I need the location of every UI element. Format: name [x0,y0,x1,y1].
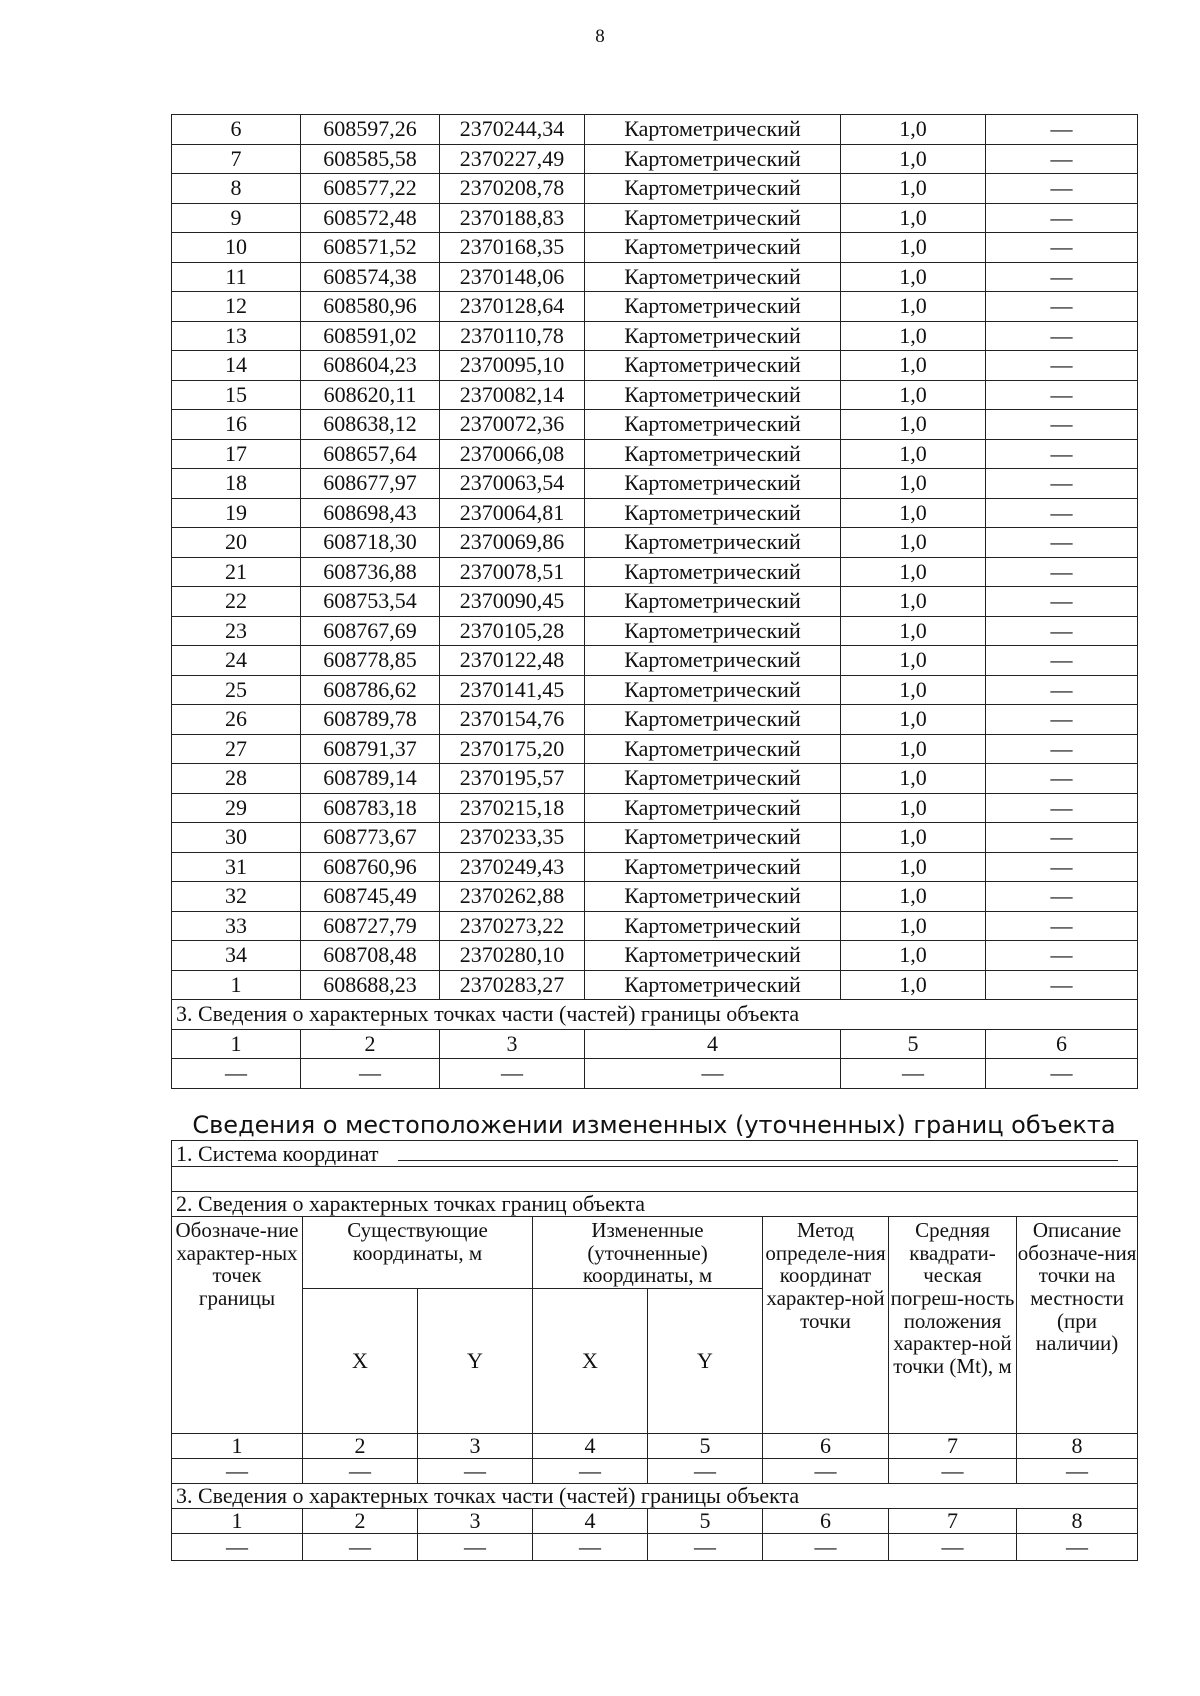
empty-cell: — [585,1059,841,1089]
point-number: 14 [172,351,301,381]
empty-cell: — [889,1534,1017,1561]
y-coordinate: 2370148,06 [440,262,585,292]
x-coordinate: 608727,79 [301,911,440,941]
description-cell: — [986,262,1138,292]
x-coordinate: 608698,43 [301,498,440,528]
y-coordinate: 2370082,14 [440,380,585,410]
accuracy-cell: 1,0 [841,557,986,587]
point-number: 34 [172,941,301,971]
accuracy-cell: 1,0 [841,351,986,381]
y-coordinate: 2370141,45 [440,675,585,705]
method-cell: Картометрический [585,793,841,823]
description-cell: — [986,793,1138,823]
accuracy-cell: 1,0 [841,646,986,676]
y-coordinate: 2370063,54 [440,469,585,499]
accuracy-cell: 1,0 [841,321,986,351]
point-number: 9 [172,203,301,233]
method-cell: Картометрический [585,587,841,617]
header-changed-x: X [533,1289,648,1434]
y-coordinate: 2370090,45 [440,587,585,617]
x-coordinate: 608736,88 [301,557,440,587]
x-coordinate: 608597,26 [301,115,440,145]
method-cell: Картометрический [585,144,841,174]
y-coordinate: 2370188,83 [440,203,585,233]
point-number: 25 [172,675,301,705]
method-cell: Картометрический [585,705,841,735]
description-cell: — [986,882,1138,912]
description-cell: — [986,174,1138,204]
x-coordinate: 608620,11 [301,380,440,410]
empty-cell: — [763,1459,889,1484]
table-row [172,351,1138,381]
y-coordinate: 2370280,10 [440,941,585,971]
empty-cell: — [841,1059,986,1089]
description-cell: — [986,439,1138,469]
col-number: 5 [648,1509,763,1534]
table-row [172,557,1138,587]
part-section-title: 3. Сведения о характерных точках части (частей) границы объекта [172,1000,1138,1030]
empty-cell: — [301,1059,440,1089]
table-row [172,852,1138,882]
description-cell: — [986,469,1138,499]
col-number: 2 [303,1434,418,1459]
description-cell: — [986,233,1138,263]
y-coordinate: 2370154,76 [440,705,585,735]
y-coordinate: 2370233,35 [440,823,585,853]
method-cell: Картометрический [585,174,841,204]
point-number: 17 [172,439,301,469]
point-number: 31 [172,852,301,882]
x-coordinate: 608585,58 [301,144,440,174]
y-coordinate: 2370273,22 [440,911,585,941]
x-coordinate: 608789,14 [301,764,440,794]
table-row [172,321,1138,351]
x-coordinate: 608677,97 [301,469,440,499]
coordinate-system-blank [398,1142,1118,1161]
x-coordinate: 608760,96 [301,852,440,882]
point-number: 18 [172,469,301,499]
x-coordinate: 608708,48 [301,941,440,971]
accuracy-cell: 1,0 [841,793,986,823]
x-coordinate: 608571,52 [301,233,440,263]
y-coordinate: 2370283,27 [440,970,585,1000]
description-cell: — [986,351,1138,381]
col-number: 3 [418,1509,533,1534]
method-cell: Картометрический [585,321,841,351]
table-row [172,675,1138,705]
method-cell: Картометрический [585,410,841,440]
point-number: 6 [172,115,301,145]
y-coordinate: 2370175,20 [440,734,585,764]
point-number: 12 [172,292,301,322]
boundary-points-table [171,114,1138,1089]
y-coordinate: 2370128,64 [440,292,585,322]
y-coordinate: 2370110,78 [440,321,585,351]
y-coordinate: 2370069,86 [440,528,585,558]
header-existing-coordinates: Существующие координаты, м [303,1217,533,1289]
accuracy-cell: 1,0 [841,764,986,794]
empty-cell: — [889,1459,1017,1484]
point-number: 20 [172,528,301,558]
empty-cell: — [418,1459,533,1484]
x-coordinate: 608789,78 [301,705,440,735]
y-coordinate: 2370208,78 [440,174,585,204]
y-coordinate: 2370215,18 [440,793,585,823]
point-number: 8 [172,174,301,204]
description-cell: — [986,292,1138,322]
accuracy-cell: 1,0 [841,852,986,882]
x-coordinate: 608773,67 [301,823,440,853]
point-number: 7 [172,144,301,174]
point-number: 15 [172,380,301,410]
empty-cell: — [418,1534,533,1561]
blank-row [172,1167,1138,1192]
y-coordinate: 2370066,08 [440,439,585,469]
point-number: 27 [172,734,301,764]
part-section-title: 3. Сведения о характерных точках части (частей) границы объекта [172,1484,1138,1509]
method-cell: Картометрический [585,911,841,941]
method-cell: Картометрический [585,970,841,1000]
method-cell: Картометрический [585,292,841,322]
table-row [172,941,1138,971]
empty-cell: — [533,1459,648,1484]
empty-cell-row [172,1534,1138,1561]
x-coordinate: 608783,18 [301,793,440,823]
method-cell: Картометрический [585,852,841,882]
empty-cell: — [1017,1459,1138,1484]
accuracy-cell: 1,0 [841,292,986,322]
table-row [172,705,1138,735]
col-number-row [172,1434,1138,1459]
accuracy-cell: 1,0 [841,203,986,233]
method-cell: Картометрический [585,439,841,469]
accuracy-cell: 1,0 [841,439,986,469]
description-cell: — [986,587,1138,617]
table-row [172,911,1138,941]
table-row [172,498,1138,528]
header-mt: Средняя квадрати-ческая погреш-ность положения характер-ной точки (Mt), м [889,1217,1017,1434]
description-cell: — [986,705,1138,735]
accuracy-cell: 1,0 [841,882,986,912]
point-number: 29 [172,793,301,823]
x-coordinate: 608753,54 [301,587,440,617]
coordinate-system-row [172,1141,1138,1167]
empty-cell: — [763,1534,889,1561]
empty-cell: — [986,1059,1138,1089]
description-cell: — [986,941,1138,971]
accuracy-cell: 1,0 [841,675,986,705]
col-number: 6 [763,1509,889,1534]
empty-cell: — [440,1059,585,1089]
x-coordinate: 608778,85 [301,646,440,676]
header-changed-y: Y [648,1289,763,1434]
table-row [172,970,1138,1000]
description-cell: — [986,852,1138,882]
accuracy-cell: 1,0 [841,587,986,617]
method-cell: Картометрический [585,498,841,528]
method-cell: Картометрический [585,616,841,646]
col-number: 1 [172,1509,303,1534]
description-cell: — [986,410,1138,440]
x-coordinate: 608791,37 [301,734,440,764]
x-coordinate: 608580,96 [301,292,440,322]
empty-cell: — [648,1459,763,1484]
x-coordinate: 608657,64 [301,439,440,469]
header-designation: Обозначе-ние характер-ных точек границы [172,1217,303,1434]
table-row [172,528,1138,558]
description-cell: — [986,646,1138,676]
y-coordinate: 2370227,49 [440,144,585,174]
col-number: 6 [763,1434,889,1459]
y-coordinate: 2370095,10 [440,351,585,381]
description-cell: — [986,498,1138,528]
y-coordinate: 2370064,81 [440,498,585,528]
y-coordinate: 2370249,43 [440,852,585,882]
accuracy-cell: 1,0 [841,734,986,764]
col-number: 2 [301,1029,440,1059]
x-coordinate: 608574,38 [301,262,440,292]
empty-cell: — [1017,1534,1138,1561]
empty-cell: — [648,1534,763,1561]
method-cell: Картометрический [585,528,841,558]
description-cell: — [986,616,1138,646]
y-coordinate: 2370122,48 [440,646,585,676]
method-cell: Картометрический [585,646,841,676]
accuracy-cell: 1,0 [841,911,986,941]
point-number: 10 [172,233,301,263]
description-cell: — [986,734,1138,764]
col-number: 7 [889,1434,1017,1459]
x-coordinate: 608718,30 [301,528,440,558]
table-row [172,144,1138,174]
col-number: 8 [1017,1434,1138,1459]
description-cell: — [986,380,1138,410]
point-number: 16 [172,410,301,440]
method-cell: Картометрический [585,203,841,233]
point-number: 11 [172,262,301,292]
accuracy-cell: 1,0 [841,410,986,440]
col-number: 3 [418,1434,533,1459]
accuracy-cell: 1,0 [841,528,986,558]
table-row [172,174,1138,204]
table-row [172,233,1138,263]
col-number: 5 [841,1029,986,1059]
point-number: 21 [172,557,301,587]
method-cell: Картометрический [585,233,841,263]
empty-cell: — [172,1059,301,1089]
col-number: 2 [303,1509,418,1534]
col-number: 5 [648,1434,763,1459]
accuracy-cell: 1,0 [841,970,986,1000]
table-row [172,262,1138,292]
empty-cell: — [533,1534,648,1561]
point-number: 32 [172,882,301,912]
y-coordinate: 2370262,88 [440,882,585,912]
coordinate-system-label: 1. Система координат [176,1141,379,1166]
table-row [172,793,1138,823]
empty-cell: — [303,1534,418,1561]
col-number: 3 [440,1029,585,1059]
page-number: 8 [595,26,605,47]
table-row [172,823,1138,853]
description-cell: — [986,823,1138,853]
x-coordinate: 608604,23 [301,351,440,381]
table-row [172,115,1138,145]
x-coordinate: 608767,69 [301,616,440,646]
table-row [172,734,1138,764]
empty-cell: — [303,1459,418,1484]
description-cell: — [986,911,1138,941]
method-cell: Картометрический [585,115,841,145]
method-cell: Картометрический [585,823,841,853]
description-cell: — [986,321,1138,351]
y-coordinate: 2370078,51 [440,557,585,587]
table-row [172,616,1138,646]
method-cell: Картометрический [585,351,841,381]
y-coordinate: 2370244,34 [440,115,585,145]
table-row [172,410,1138,440]
table-row [172,203,1138,233]
changed-boundaries-table [171,1140,1138,1561]
point-number: 19 [172,498,301,528]
col-number: 1 [172,1029,301,1059]
method-cell: Картометрический [585,764,841,794]
x-coordinate: 608577,22 [301,174,440,204]
point-number: 28 [172,764,301,794]
table-row [172,587,1138,617]
y-coordinate: 2370168,35 [440,233,585,263]
method-cell: Картометрический [585,675,841,705]
table-row [172,292,1138,322]
method-cell: Картометрический [585,557,841,587]
col-number: 4 [533,1434,648,1459]
empty-cell: — [172,1534,303,1561]
description-cell: — [986,115,1138,145]
method-cell: Картометрический [585,734,841,764]
table-row [172,646,1138,676]
accuracy-cell: 1,0 [841,262,986,292]
col-number-row [172,1509,1138,1534]
description-cell: — [986,970,1138,1000]
col-number: 4 [585,1029,841,1059]
x-coordinate: 608688,23 [301,970,440,1000]
description-cell: — [986,557,1138,587]
accuracy-cell: 1,0 [841,174,986,204]
header-method: Метод определе-ния координат характер-ной точки [763,1217,889,1434]
points-section-title: 2. Сведения о характерных точках границ объекта [172,1192,1138,1217]
x-coordinate: 608572,48 [301,203,440,233]
method-cell: Картометрический [585,262,841,292]
empty-cell: — [172,1459,303,1484]
accuracy-cell: 1,0 [841,823,986,853]
point-number: 1 [172,970,301,1000]
x-coordinate: 608745,49 [301,882,440,912]
point-number: 23 [172,616,301,646]
accuracy-cell: 1,0 [841,498,986,528]
point-number: 24 [172,646,301,676]
accuracy-cell: 1,0 [841,705,986,735]
table-row [172,380,1138,410]
table-row [172,439,1138,469]
y-coordinate: 2370195,57 [440,764,585,794]
accuracy-cell: 1,0 [841,469,986,499]
empty-cell-row [172,1459,1138,1484]
header-changed-coordinates: Измененные (уточненные) координаты, м [533,1217,763,1289]
table-row [172,764,1138,794]
method-cell: Картометрический [585,941,841,971]
point-number: 13 [172,321,301,351]
section-title: Сведения о местоположении измененных (уточненных) границ объекта [192,1111,1116,1139]
point-number: 26 [172,705,301,735]
description-cell: — [986,764,1138,794]
method-cell: Картометрический [585,469,841,499]
accuracy-cell: 1,0 [841,144,986,174]
description-cell: — [986,203,1138,233]
description-cell: — [986,528,1138,558]
x-coordinate: 608786,62 [301,675,440,705]
description-cell: — [986,144,1138,174]
accuracy-cell: 1,0 [841,380,986,410]
point-number: 33 [172,911,301,941]
header-existing-x: X [303,1289,418,1434]
accuracy-cell: 1,0 [841,616,986,646]
table-row [172,882,1138,912]
method-cell: Картометрический [585,380,841,410]
x-coordinate: 608591,02 [301,321,440,351]
point-number: 22 [172,587,301,617]
col-number: 4 [533,1509,648,1534]
accuracy-cell: 1,0 [841,233,986,263]
y-coordinate: 2370072,36 [440,410,585,440]
y-coordinate: 2370105,28 [440,616,585,646]
table-row [172,469,1138,499]
description-cell: — [986,675,1138,705]
col-number: 6 [986,1029,1138,1059]
col-number: 7 [889,1509,1017,1534]
method-cell: Картометрический [585,882,841,912]
point-number: 30 [172,823,301,853]
x-coordinate: 608638,12 [301,410,440,440]
col-number: 1 [172,1434,303,1459]
accuracy-cell: 1,0 [841,941,986,971]
header-existing-y: Y [418,1289,533,1434]
accuracy-cell: 1,0 [841,115,986,145]
col-number: 8 [1017,1509,1138,1534]
header-description: Описание обозначе-ния точки на местности (при наличии) [1017,1217,1138,1434]
